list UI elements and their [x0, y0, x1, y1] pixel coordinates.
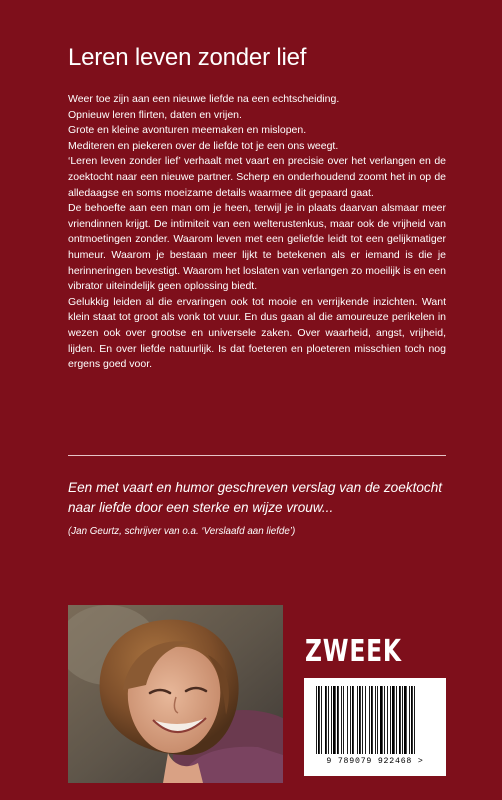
barcode-bars [314, 686, 436, 754]
author-photo [68, 605, 283, 783]
blurb-line: Grote en kleine avonturen meemaken en mislopen. [68, 124, 307, 137]
blurb-text [68, 92, 446, 373]
blurb-line: Mediteren en piekeren over de liefde tot je een ons weegt. [68, 139, 339, 152]
isbn-number: 9 789079 922468 > [326, 757, 424, 766]
blurb-line: Opnieuw leren flirten, daten en vrijen. [68, 108, 242, 121]
publisher-logo: ZWEEK [305, 634, 402, 669]
blurb-paragraph: De behoefte aan een man om je heen, terwijl je in plaats daarvan alsmaar meer vriendinnen krijgt. De intimiteit van een welterustenkus, maar ook de vrijheid van ontmoetingen zonder. Waarom leven met een geliefde leidt tot een gelijkmatiger humeur. Waarom je bestaan meer lijkt te betekenen als er iemand is die je herinneringen bevestigt. Waarom het loslaten van verlangen zo moeilijk is en een vibrator uiteindelijk geen oplossing biedt. [68, 202, 446, 293]
isbn-barcode [304, 678, 446, 776]
book-title: Leren leven zonder lief [68, 44, 307, 71]
divider-line [68, 455, 446, 456]
blurb-line: Weer toe zijn aan een nieuwe liefde na een echtscheiding. [68, 93, 340, 105]
blurb-paragraph: ‘Leren leven zonder lief’ verhaalt met vaart en precisie over het verlangen en de zoektocht naar een nieuwe partner. Scherp en onderhoudend zoomt het in op de alledaagse en soms moeizame details waarmee dit gepaard gaat. [68, 155, 446, 199]
quote-attribution: (Jan Geurtz, schrijver van o.a. ‘Verslaafd aan liefde’) [68, 526, 296, 537]
blurb-paragraph: Gelukkig leiden al die ervaringen ook tot mooie en verrijkende inzichten. Want klein staat tot groot als vonk tot vuur. En dus gaan al die amoureuze perikelen in wezen ook over grootse en universele zaken. Over waarheid, angst, vrijheid, lijden. En over liefde natuurlijk. Is dat foeteren en ploeteren misschien toch nog ergens goed voor. [68, 295, 446, 371]
review-quote: Een met vaart en humor geschreven verslag van de zoektocht naar liefde door een sterke en wijze vrouw... [68, 480, 443, 515]
